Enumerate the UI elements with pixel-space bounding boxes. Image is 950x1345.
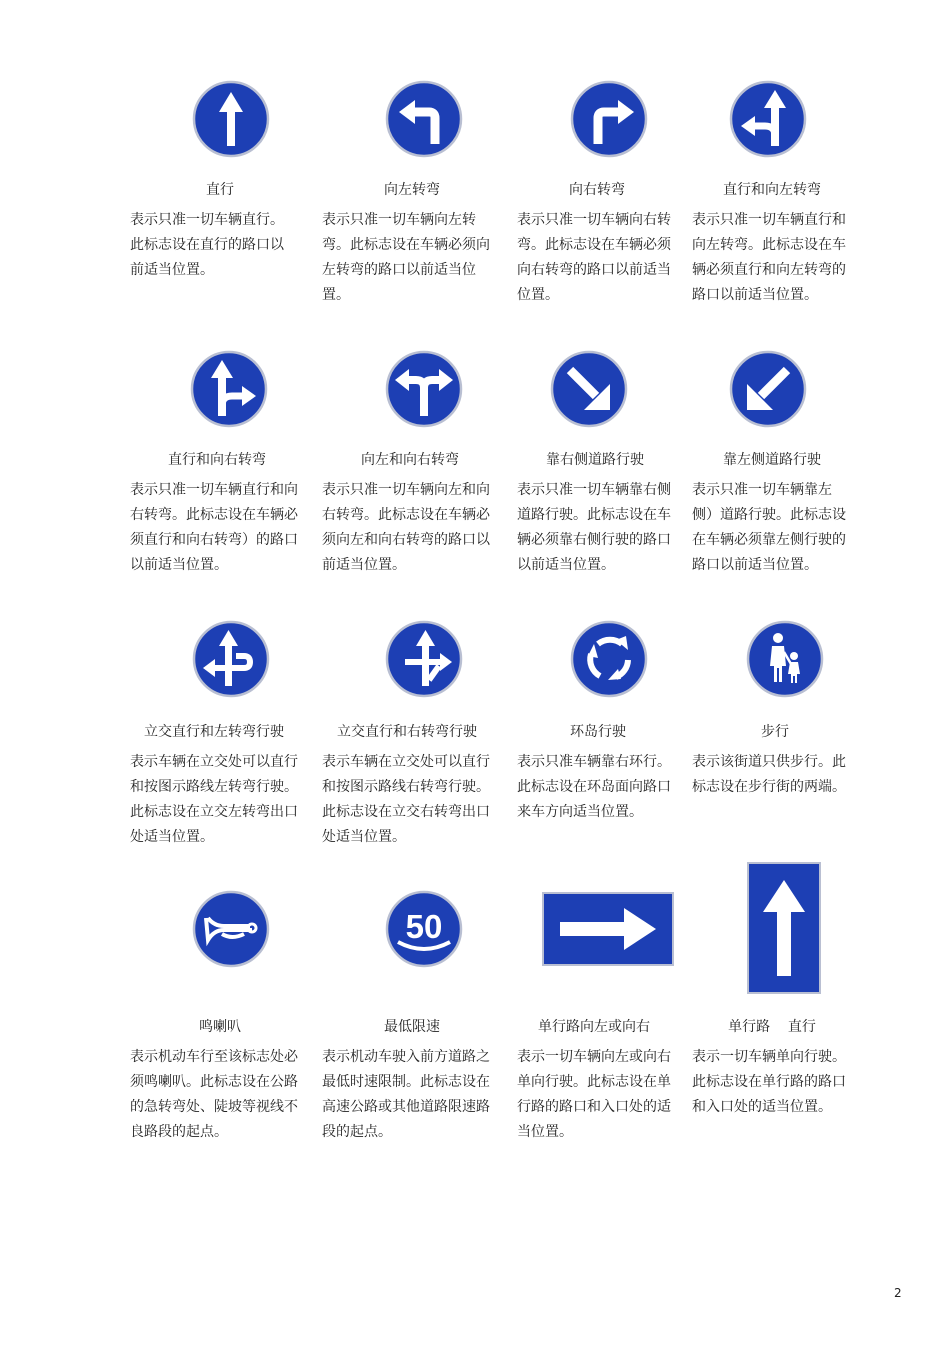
sign-turn-left (385, 80, 463, 158)
sign-description: 表示只准一切车辆向左转弯。此标志设在车辆必须向左转弯的路口以前适当位置。 (322, 212, 490, 303)
keep-left-arrow-icon (729, 350, 807, 428)
sign-one-way-right (542, 892, 674, 966)
speed-value: 50 (405, 908, 443, 945)
left-and-right-arrow-icon (385, 350, 463, 428)
sign-description: 表示该街道只供步行。此标志设在步行街的两端。 (692, 754, 846, 795)
sign-horn (192, 890, 270, 968)
sign-description: 表示机动车驶入前方道路之最低时速限制。此标志设在高速公路或其他道路限速路段的起点。 (322, 1049, 490, 1140)
sign-title: 向左和向右转弯 (361, 452, 459, 468)
sign-straight-or-right (190, 350, 268, 428)
sign-description: 表示只准一切车辆直行和向右转弯。此标志设在车辆必须直行和向右转弯）的路口以前适当位置。 (130, 482, 298, 573)
page-number: 2 (894, 1286, 902, 1300)
turn-left-arrow-icon (385, 80, 463, 158)
sign-straight-or-left (729, 80, 807, 158)
sign-title: 环岛行驶 (570, 724, 626, 740)
one-way-straight-arrow-icon (747, 862, 821, 994)
sign-description: 表示只准一切车辆向右转弯。此标志设在车辆必须向右转弯的路口以前适当位置。 (517, 212, 671, 303)
sign-pedestrian (746, 620, 824, 698)
sign-title: 步行 (761, 724, 789, 740)
sign-title: 立交直行和左转弯行驶 (144, 724, 284, 740)
one-way-right-arrow-icon (542, 892, 674, 966)
sign-title: 直行 (206, 182, 234, 198)
keep-right-arrow-icon (550, 350, 628, 428)
sign-title: 靠左侧道路行驶 (723, 452, 821, 468)
sign-roundabout (570, 620, 648, 698)
turn-right-arrow-icon (570, 80, 648, 158)
roundabout-icon (570, 620, 648, 698)
horn-icon (192, 890, 270, 968)
sign-description: 表示只准一切车辆直行。此标志设在直行的路口以前适当位置。 (130, 212, 284, 278)
sign-description: 表示只准一切车辆靠右侧道路行驶。此标志设在车辆必须靠右侧行驶的路口以前适当位置。 (517, 482, 671, 573)
sign-turn-right (570, 80, 648, 158)
sign-description: 表示只准一切车辆靠左侧）道路行驶。此标志设在车辆必须靠左侧行驶的路口以前适当位置。 (692, 482, 846, 573)
sign-keep-left (729, 350, 807, 428)
sign-description: 表示车辆在立交处可以直行和按图示路线右转弯行驶。此标志设在立交右转弯出口处适当位置。 (322, 754, 490, 845)
sign-title: 向左转弯 (384, 182, 440, 198)
sign-description: 表示只准车辆靠右环行。此标志设在环岛面向路口来车方向适当位置。 (517, 754, 671, 820)
min-speed-icon (385, 890, 463, 968)
sign-description: 表示只准一切车辆向左和向右转弯。此标志设在车辆必须向左和向右转弯的路口以前适当位置。 (322, 482, 490, 573)
sign-title: 单行路 直行 (728, 1019, 816, 1035)
straight-or-left-arrow-icon (729, 80, 807, 158)
sign-left-and-right (385, 350, 463, 428)
sign-title: 向右转弯 (569, 182, 625, 198)
sign-interchange-right (385, 620, 463, 698)
sign-title: 立交直行和右转弯行驶 (337, 724, 477, 740)
sign-description: 表示一切车辆单向行驶。此标志设在单行路的路口和入口处的适当位置。 (692, 1049, 846, 1115)
sign-one-way-straight (747, 862, 821, 994)
interchange-left-turn-icon (192, 620, 270, 698)
sign-straight (192, 80, 270, 158)
pedestrian-icon (746, 620, 824, 698)
sign-description: 表示一切车辆向左或向右单向行驶。此标志设在单行路的路口和入口处的适当位置。 (517, 1049, 671, 1140)
sign-description: 表示车辆在立交处可以直行和按图示路线左转弯行驶。此标志设在立交左转弯出口处适当位置。 (130, 754, 298, 845)
sign-interchange-left (192, 620, 270, 698)
interchange-right-turn-icon (385, 620, 463, 698)
straight-arrow-icon (192, 80, 270, 158)
sign-title: 鸣喇叭 (199, 1019, 241, 1035)
straight-or-right-arrow-icon (190, 350, 268, 428)
sign-title: 最低限速 (384, 1019, 440, 1035)
sign-description: 表示机动车行至该标志处必须鸣喇叭。此标志设在公路的急转弯处、陡坡等视线不良路段的起点。 (130, 1049, 298, 1140)
sign-title: 直行和向左转弯 (723, 182, 821, 198)
sign-title: 靠右侧道路行驶 (546, 452, 644, 468)
sign-title: 单行路向左或向右 (538, 1019, 650, 1035)
sign-description: 表示只准一切车辆直行和向左转弯。此标志设在车辆必须直行和向左转弯的路口以前适当位置。 (692, 212, 846, 303)
sign-keep-right (550, 350, 628, 428)
sign-min-speed (385, 890, 463, 968)
sign-title: 直行和向右转弯 (168, 452, 266, 468)
